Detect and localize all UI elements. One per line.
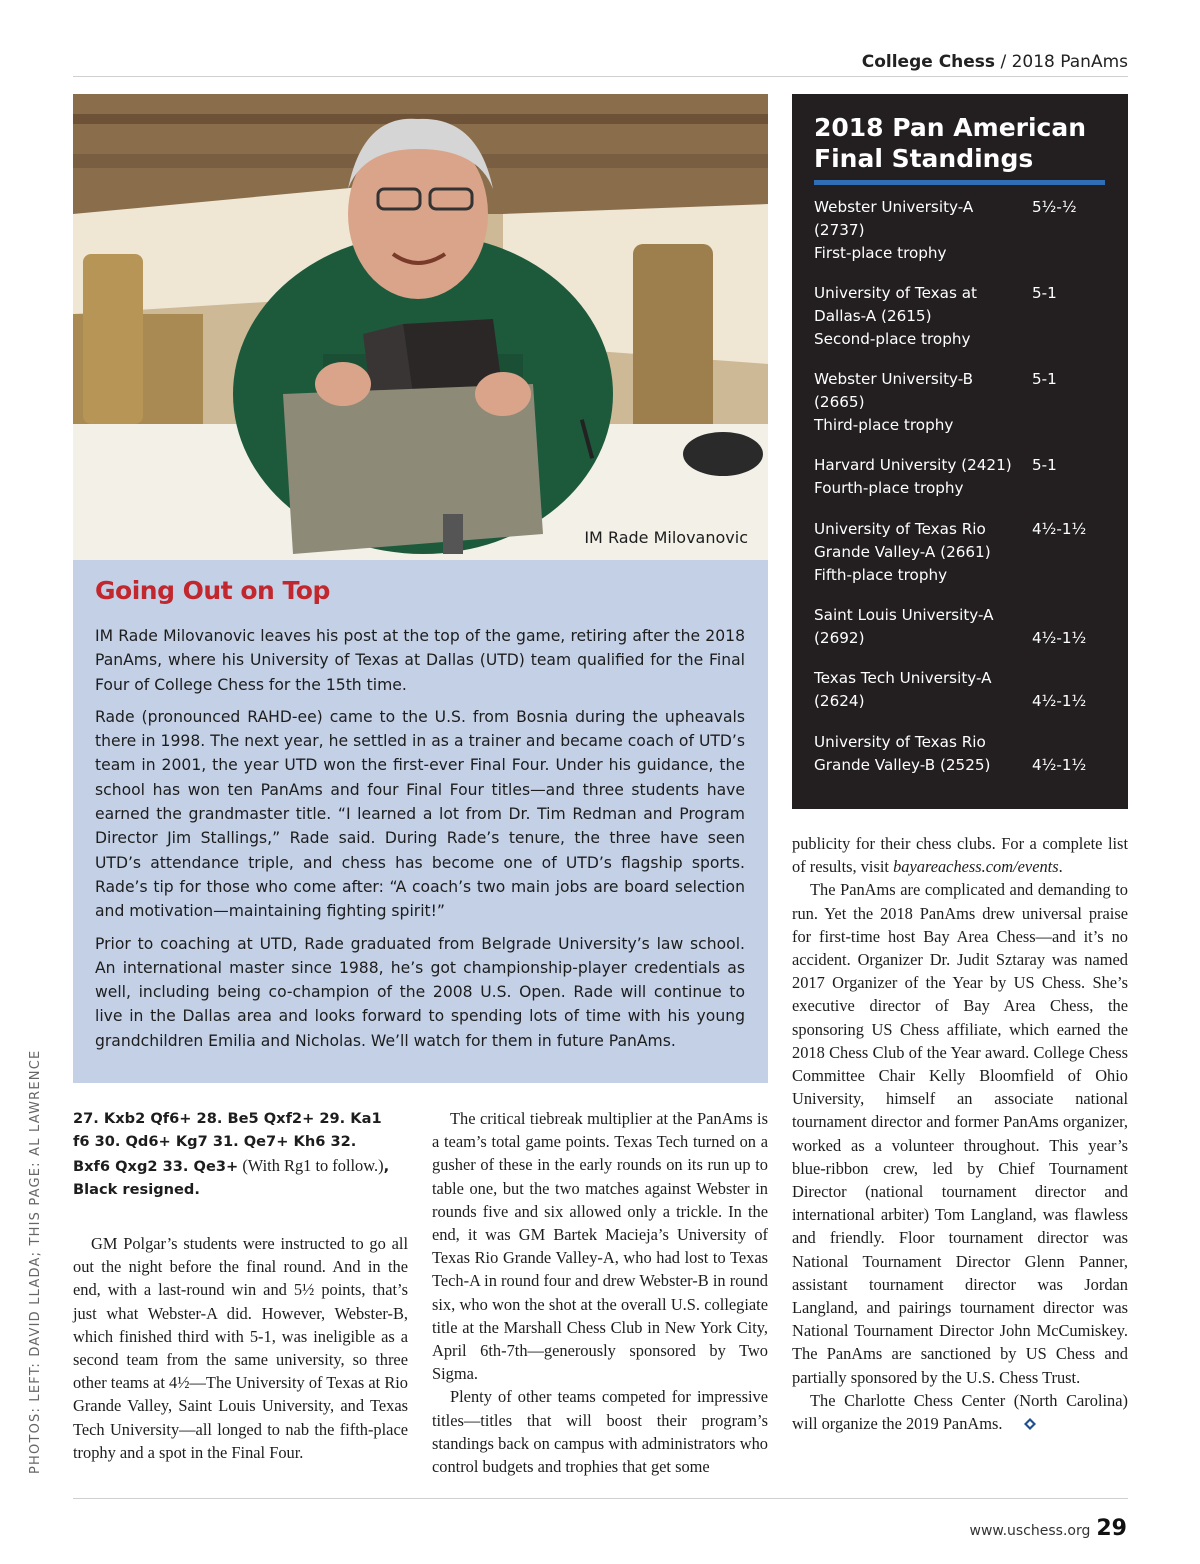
team-trophy: Third-place trophy bbox=[814, 416, 954, 434]
footer-url[interactable]: www.uschess.org bbox=[969, 1523, 1091, 1539]
moves-text: 27. Kxb2 Qf6+ 28. Be5 Qxf2+ 29. Ka1 f6 30. Qd6+ Kg7 31. Qe7+ Kh6 32. Bxf6 Qxg2 33. Qe3+ bbox=[73, 1110, 382, 1175]
feature-photo bbox=[73, 94, 768, 560]
article-paragraph: Plenty of other teams competed for impressive titles—titles that will boost their program’s standings back on campus with administrators who control budgets and trophies that get some bbox=[432, 1387, 768, 1477]
photo-credit: PHOTOS: LEFT: DAVID LLADA; THIS PAGE: AL LAWRENCE bbox=[28, 1049, 43, 1474]
team-name: University of Texas at Dallas-A (2615) bbox=[814, 284, 977, 325]
team-score: 5-1 bbox=[1032, 284, 1057, 302]
photo-caption: IM Rade Milovanovic bbox=[584, 528, 748, 547]
team-score: 4½-1½ bbox=[1032, 520, 1087, 538]
page-header bbox=[73, 52, 1128, 76]
article-column-1 bbox=[73, 1232, 408, 1464]
article-paragraph bbox=[792, 832, 1128, 878]
sidebar-paragraph: IM Rade Milovanovic leaves his post at the top of the game, retiring after the 2018 PanAms, where his University of Texas at Dallas (UTD) team qualified for the Final Four of College Chess for the 15th time. bbox=[95, 627, 745, 694]
results-link[interactable]: bayareachess.com/events bbox=[893, 857, 1059, 877]
article-column-3 bbox=[792, 832, 1128, 1437]
team-name: Saint Louis University-A (2692) bbox=[814, 606, 994, 647]
standings-title bbox=[814, 112, 1114, 174]
moves-note: (With Rg1 to follow.) bbox=[238, 1155, 384, 1175]
results-text: publicity for their chess clubs. For a complete list of results, visit bbox=[792, 834, 1128, 877]
game-moves bbox=[73, 1107, 393, 1201]
results-text-end: . bbox=[1058, 857, 1063, 877]
section-subtitle: 2018 PanAms bbox=[1011, 52, 1128, 72]
team-score: 4½-1½ bbox=[1032, 692, 1087, 710]
team-trophy: Fifth-place trophy bbox=[814, 566, 948, 584]
closing-text: The Charlotte Chess Center (North Carolina) will organize the 2019 PanAms. bbox=[792, 1390, 1128, 1434]
sidebar-body bbox=[95, 624, 745, 1061]
team-name: Harvard University (2421) bbox=[814, 456, 1012, 474]
team-name: Webster University-A (2737) bbox=[814, 198, 974, 239]
standings-title-rule bbox=[814, 180, 1105, 185]
team-trophy: Fourth-place trophy bbox=[814, 479, 964, 497]
team-trophy: Second-place trophy bbox=[814, 330, 971, 348]
moves-result: , Black resigned. bbox=[73, 1157, 390, 1198]
final-standings-box bbox=[792, 94, 1128, 809]
article-paragraph: GM Polgar’s students were instructed to go all out the night before the final round. And in the end, with a last-round win and 5½ points, that’s just what Webster-A did. However, Webster-B, which finished third with 5-1, was ineligible as a second team from the same university, so three other teams at 4½—The University of Texas at Rio Grande Valley, Saint Louis University, and Texas Tech University—all longed to nab the fifth-place trophy and a spot in the Final Four. bbox=[73, 1234, 408, 1462]
team-trophy: First-place trophy bbox=[814, 244, 947, 262]
team-name: Texas Tech University-A (2624) bbox=[814, 669, 992, 710]
sidebar-paragraph: Rade (pronounced RAHD-ee) came to the U.S. from Bosnia during the upheavals there in 1998. The next year, he settled in as a trainer and became coach of UTD’s team in 2001, the year UTD won the first-ever Final Four. Under his guidance, the school has won ten PanAms and four Final Four titles—and three students have earned the grandmaster title. “I learned a lot from Dr. Tim Redman and Program Director Jim Stallings,” Rade said. During Rade’s tenure, the three have seen UTD’s attendance triple, and chess has become one of UTD’s flagship sports. Rade’s tip for those who come after: “A coach’s two main jobs are board selection and motivation—maintaining fighting spirit!” bbox=[95, 707, 745, 921]
photo-illustration bbox=[73, 94, 768, 560]
sidebar-title: Going Out on Top bbox=[95, 576, 330, 605]
team-score: 5½-½ bbox=[1032, 198, 1077, 216]
standings-title-line1: 2018 Pan American bbox=[814, 113, 1087, 142]
team-score: 4½-1½ bbox=[1032, 629, 1087, 647]
top-rule bbox=[73, 76, 1128, 77]
going-out-on-top-sidebar bbox=[73, 560, 768, 1083]
page-number: 29 bbox=[1096, 1516, 1127, 1541]
bottom-rule bbox=[73, 1498, 1128, 1499]
sidebar-paragraph: Prior to coaching at UTD, Rade graduated from Belgrade University’s law school. An international master since 1988, he’s got championship-player credentials as well, including being co-champion of the 2008 U.S. Open. Rade will continue to live in the Dallas area and looks forward to spending lots of time with his young grandchildren Emilia and Nicholas. We’ll watch for them in future PanAms. bbox=[95, 934, 745, 1050]
team-name: University of Texas Rio Grande Valley-B (2525) bbox=[814, 733, 991, 774]
team-name: Webster University-B (2665) bbox=[814, 370, 974, 411]
team-score: 5-1 bbox=[1032, 456, 1057, 474]
standings-title-line2: Final Standings bbox=[814, 144, 1034, 173]
article-paragraph: The PanAms are complicated and demanding to run. Yet the 2018 PanAms drew universal praise for first-time host Bay Area Chess—and it’s no accident. Organizer Dr. Judit Sztaray was named 2017 Organizer of the Year by US Chess. She’s executive director of Bay Area Chess, the sponsoring US Chess affiliate, which earned the 2018 Chess Club of the Year award. College Chess Committee Chair Kelly Bloomfield of Ohio University, himself an associate national tournament director and former PanAms organizer, worked as a volunteer throughout. This year’s blue-ribbon crew, led by Chief Tournament Director (national tournament director and international arbiter) Tom Langland, was flawless and friendly. Floor tournament director was National Tournament Director Glenn Panner, assistant tournament director was Jordan Langland, and pairings tournament director was National Tournament Director John McCumiskey. The PanAms are sanctioned by US Chess and partially sponsored by the U.S. Chess Trust. bbox=[792, 880, 1128, 1387]
team-score: 4½-1½ bbox=[1032, 756, 1087, 774]
article-column-2 bbox=[432, 1107, 768, 1478]
section-name: College Chess bbox=[861, 52, 996, 72]
header-separator: / bbox=[995, 52, 1012, 72]
article-paragraph bbox=[792, 1389, 1128, 1437]
article-paragraph: The critical tiebreak multiplier at the PanAms is a team’s total game points. Texas Tech turned on a gusher of these in the early rounds on its run up to table one, but the two matches against Webster in rounds five and six allowed only a trickle. In the end, it was GM Bartek Macieja’s University of Texas Rio Grande Valley-A, who had lost to Texas Tech-A in round four and drew Webster-B in round six, who won the shot at the overall U.S. collegiate title at the Marshall Chess Club in New York City, April 6th-7th—generously sponsored by Two Sigma. bbox=[432, 1109, 768, 1384]
team-name: University of Texas Rio Grande Valley-A (2661) bbox=[814, 520, 991, 561]
end-mark-icon bbox=[1005, 1414, 1037, 1437]
team-score: 5-1 bbox=[1032, 370, 1057, 388]
page-footer bbox=[970, 1516, 1128, 1541]
